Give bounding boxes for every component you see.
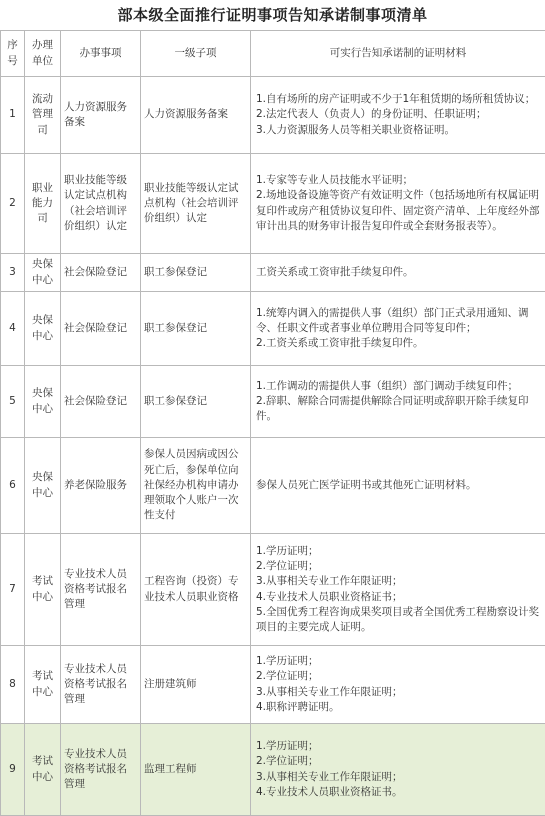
cell-item: 专业技术人员资格考试报名管理 <box>61 534 141 646</box>
cell-unit: 央保中心 <box>25 254 61 292</box>
material-line: 4.专业技术人员职业资格证书； <box>256 590 542 605</box>
header-unit: 办理单位 <box>25 31 61 77</box>
cell-unit: 央保中心 <box>25 366 61 438</box>
material-line: 3.从事相关专业工作年限证明； <box>256 574 542 589</box>
header-sub: 一级子项 <box>141 31 251 77</box>
material-line: 1.学历证明； <box>256 654 542 669</box>
cell-item: 社会保险登记 <box>61 254 141 292</box>
material-line: 2.辞职、解除合同需提供解除合同证明或辞职开除手续复印件。 <box>256 394 542 424</box>
cell-materials <box>251 154 545 254</box>
cell-materials <box>251 366 545 438</box>
cell-materials <box>251 646 545 724</box>
material-line: 2.学位证明； <box>256 559 542 574</box>
cell-materials <box>251 254 545 292</box>
material-line: 2.场地设备设施等资产有效证明文件（包括场地所有权属证明复印件或房产租赁协议复印件、固定资产清单、上年度经外部审计出具的财务审计报告复印件或全套财务报表等）。 <box>256 188 542 234</box>
material-line: 4.专业技术人员职业资格证书。 <box>256 785 542 800</box>
cell-unit: 考试中心 <box>25 646 61 724</box>
cell-seq: 6 <box>1 438 25 534</box>
cell-sub: 注册建筑师 <box>141 646 251 724</box>
table-header-row <box>1 31 545 77</box>
header-materials: 可实行告知承诺制的证明材料 <box>251 31 545 77</box>
material-line: 3.人力资源服务人员等相关职业资格证明。 <box>256 123 542 138</box>
cell-sub: 监理工程师 <box>141 724 251 816</box>
table-row <box>1 366 545 438</box>
cell-unit: 考试中心 <box>25 724 61 816</box>
table-row <box>1 438 545 534</box>
table-row <box>1 77 545 154</box>
cell-materials <box>251 438 545 534</box>
cell-seq: 1 <box>1 77 25 154</box>
table-row <box>1 254 545 292</box>
table-row <box>1 292 545 366</box>
cell-sub: 职业技能等级认定试点机构（社会培训评价组织）认定 <box>141 154 251 254</box>
cell-sub: 职工参保登记 <box>141 254 251 292</box>
cell-unit: 职业能力司 <box>25 154 61 254</box>
cell-seq: 9 <box>1 724 25 816</box>
cell-item: 专业技术人员资格考试报名管理 <box>61 724 141 816</box>
material-line: 1.自有场所的房产证明或不少于1年租赁期的场所租赁协议； <box>256 92 542 107</box>
material-line: 5.全国优秀工程咨询成果奖项目或者全国优秀工程勘察设计奖项目的主要完成人证明。 <box>256 605 542 635</box>
cell-seq: 2 <box>1 154 25 254</box>
header-seq: 序号 <box>1 31 25 77</box>
material-line: 1.专家等专业人员技能水平证明； <box>256 173 542 188</box>
table-row <box>1 724 545 816</box>
material-line: 1.工作调动的需提供人事（组织）部门调动手续复印件； <box>256 379 542 394</box>
table-row <box>1 154 545 254</box>
cell-item: 社会保险登记 <box>61 292 141 366</box>
material-line: 4.职称评聘证明。 <box>256 700 542 715</box>
cell-materials <box>251 77 545 154</box>
material-line: 1.学历证明； <box>256 544 542 559</box>
cell-seq: 5 <box>1 366 25 438</box>
cell-seq: 3 <box>1 254 25 292</box>
cell-sub: 职工参保登记 <box>141 366 251 438</box>
material-line: 3.从事相关专业工作年限证明； <box>256 685 542 700</box>
material-line: 工资关系或工资审批手续复印件。 <box>256 265 542 280</box>
cell-materials <box>251 534 545 646</box>
cell-item: 人力资源服务备案 <box>61 77 141 154</box>
cell-item: 专业技术人员资格考试报名管理 <box>61 646 141 724</box>
cell-item: 养老保险服务 <box>61 438 141 534</box>
cell-seq: 7 <box>1 534 25 646</box>
material-line: 1.学历证明； <box>256 739 542 754</box>
material-line: 2.工资关系或工资审批手续复印件。 <box>256 336 542 351</box>
cell-materials <box>251 292 545 366</box>
material-line: 参保人员死亡医学证明书或其他死亡证明材料。 <box>256 478 542 493</box>
cell-unit: 央保中心 <box>25 438 61 534</box>
header-item: 办事事项 <box>61 31 141 77</box>
cell-sub: 职工参保登记 <box>141 292 251 366</box>
cell-materials <box>251 724 545 816</box>
cell-seq: 4 <box>1 292 25 366</box>
table-row <box>1 646 545 724</box>
material-line: 2.法定代表人（负责人）的身份证明、任职证明； <box>256 107 542 122</box>
cell-sub: 参保人员因病或因公死亡后，参保单位向社保经办机构申请办理领取个人账户一次性支付 <box>141 438 251 534</box>
material-line: 1.统筹内调入的需提供人事（组织）部门正式录用通知、调令、任职文件或者事业单位聘用合同等复印件； <box>256 306 542 336</box>
items-table <box>0 30 545 816</box>
page-title: 部本级全面推行证明事项告知承诺制事项清单 <box>0 0 545 30</box>
cell-sub: 人力资源服务备案 <box>141 77 251 154</box>
cell-seq: 8 <box>1 646 25 724</box>
cell-unit: 央保中心 <box>25 292 61 366</box>
cell-item: 社会保险登记 <box>61 366 141 438</box>
cell-item: 职业技能等级认定试点机构（社会培训评价组织）认定 <box>61 154 141 254</box>
cell-sub: 工程咨询（投资）专业技术人员职业资格 <box>141 534 251 646</box>
material-line: 2.学位证明； <box>256 754 542 769</box>
table-row <box>1 534 545 646</box>
cell-unit: 考试中心 <box>25 534 61 646</box>
material-line: 2.学位证明； <box>256 669 542 684</box>
material-line: 3.从事相关专业工作年限证明； <box>256 770 542 785</box>
cell-unit: 流动管理司 <box>25 77 61 154</box>
